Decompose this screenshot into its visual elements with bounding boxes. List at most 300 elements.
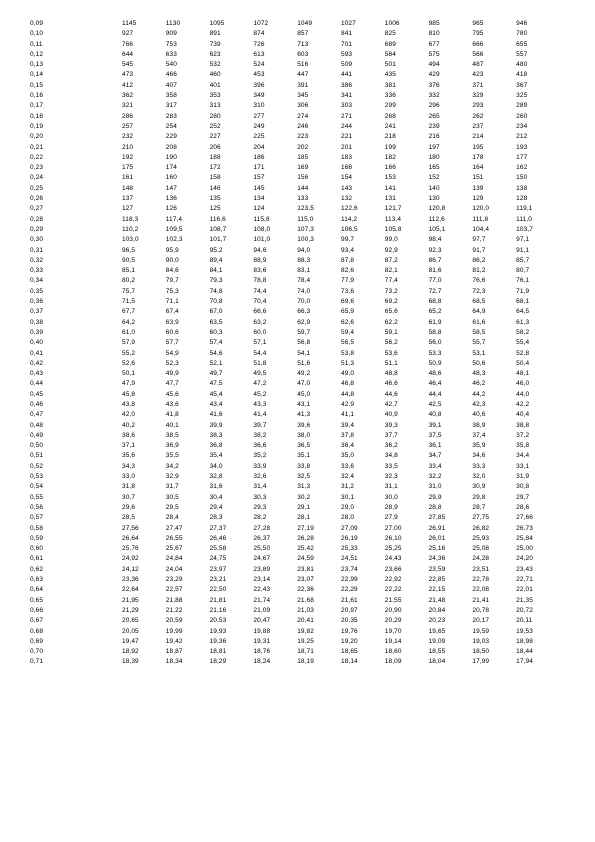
table-cell: 39,7 bbox=[253, 421, 267, 429]
table-cell: 41,6 bbox=[209, 411, 223, 419]
table-cell: 18,60 bbox=[384, 648, 402, 656]
table-cell: 29,7 bbox=[516, 493, 530, 501]
table-row bbox=[30, 544, 560, 554]
table-cell: 87,2 bbox=[384, 256, 398, 264]
table-cell: 112,6 bbox=[428, 215, 445, 223]
table-cell: 29,4 bbox=[209, 503, 223, 511]
table-cell: 20,97 bbox=[340, 606, 358, 614]
table-cell: 64,5 bbox=[516, 308, 530, 316]
table-cell: 68,8 bbox=[428, 298, 442, 306]
table-cell: 38,6 bbox=[122, 431, 136, 439]
table-cell: 23,89 bbox=[253, 565, 271, 573]
table-cell: 83,6 bbox=[253, 267, 267, 275]
table-cell: 18,14 bbox=[340, 658, 358, 666]
table-row bbox=[30, 390, 560, 400]
table-cell: 42,5 bbox=[428, 400, 442, 408]
table-cell: 148 bbox=[122, 184, 134, 192]
table-row bbox=[30, 91, 560, 101]
table-cell: 88,3 bbox=[297, 256, 311, 264]
table-cell: 37,1 bbox=[122, 442, 136, 450]
table-cell: 51,1 bbox=[384, 359, 398, 367]
table-row bbox=[30, 647, 560, 657]
table-cell: 58,5 bbox=[472, 328, 486, 336]
row-key-cell: 0,45 bbox=[30, 390, 44, 398]
table-cell: 753 bbox=[165, 40, 177, 48]
table-cell: 36,9 bbox=[165, 442, 179, 450]
table-cell: 386 bbox=[340, 81, 353, 89]
table-cell: 644 bbox=[122, 50, 134, 58]
table-cell: 54,6 bbox=[209, 349, 223, 357]
table-cell: 31,2 bbox=[340, 483, 355, 491]
table-row bbox=[30, 585, 560, 595]
table-cell: 34,0 bbox=[209, 462, 223, 470]
table-cell: 100,3 bbox=[297, 236, 314, 244]
table-cell: 55,7 bbox=[472, 339, 486, 347]
table-cell: 376 bbox=[428, 81, 440, 89]
table-row bbox=[30, 225, 560, 235]
table-cell: 487 bbox=[472, 61, 484, 69]
table-cell: 22,99 bbox=[340, 576, 358, 584]
table-cell: 30,0 bbox=[384, 493, 398, 501]
table-cell: 44,0 bbox=[516, 390, 530, 398]
table-cell: 20,23 bbox=[428, 617, 446, 625]
table-cell: 18,81 bbox=[209, 648, 227, 656]
table-cell: 262 bbox=[472, 112, 484, 120]
table-cell: 83,1 bbox=[297, 267, 311, 275]
table-cell: 88,9 bbox=[253, 256, 267, 264]
table-cell: 633 bbox=[165, 50, 177, 58]
table-cell: 22,08 bbox=[472, 586, 490, 594]
table-cell: 32,8 bbox=[209, 473, 223, 481]
table-cell: 29,0 bbox=[340, 503, 355, 511]
table-cell: 150 bbox=[516, 174, 528, 182]
table-cell: 104,4 bbox=[472, 225, 490, 233]
table-cell: 28,0 bbox=[340, 514, 355, 522]
table-cell: 53,6 bbox=[384, 349, 398, 357]
table-cell: 74,8 bbox=[209, 287, 223, 295]
row-key-cell: 0,15 bbox=[30, 81, 44, 89]
table-cell: 28,7 bbox=[472, 503, 486, 511]
table-cell: 38,9 bbox=[472, 421, 486, 429]
row-key-cell: 0,19 bbox=[30, 122, 44, 130]
table-cell: 165 bbox=[428, 164, 440, 172]
table-cell: 325 bbox=[516, 92, 528, 100]
table-cell: 97,1 bbox=[516, 236, 530, 244]
table-row bbox=[30, 163, 560, 173]
table-row bbox=[30, 29, 560, 39]
row-key-cell: 0,09 bbox=[30, 20, 44, 27]
table-cell: 73,6 bbox=[340, 287, 355, 295]
table-cell: 21,81 bbox=[209, 596, 227, 604]
table-cell: 146 bbox=[209, 184, 221, 192]
table-cell: 169 bbox=[297, 164, 309, 172]
table-cell: 172 bbox=[209, 164, 221, 172]
table-cell: 353 bbox=[209, 92, 221, 100]
table-cell: 76,1 bbox=[516, 277, 530, 285]
table-cell: 18,87 bbox=[165, 648, 183, 656]
table-cell: 21,74 bbox=[253, 596, 271, 604]
table-cell: 33,4 bbox=[428, 462, 442, 470]
table-cell: 29,5 bbox=[165, 503, 179, 511]
table-row bbox=[30, 410, 560, 420]
table-row bbox=[30, 143, 560, 153]
table-cell: 23,21 bbox=[209, 576, 227, 584]
table-cell: 17,99 bbox=[472, 658, 490, 666]
table-cell: 22,36 bbox=[297, 586, 314, 594]
table-cell: 50,6 bbox=[472, 359, 486, 367]
row-key-cell: 0,31 bbox=[30, 246, 44, 254]
table-row bbox=[30, 307, 560, 317]
table-cell: 40,1 bbox=[165, 421, 179, 429]
table-row bbox=[30, 173, 560, 183]
table-row bbox=[30, 349, 560, 359]
table-cell: 206 bbox=[209, 143, 221, 151]
table-cell: 429 bbox=[428, 71, 440, 79]
table-cell: 157 bbox=[253, 174, 265, 182]
table-cell: 19,31 bbox=[253, 637, 271, 645]
table-cell: 35,0 bbox=[340, 452, 355, 460]
table-cell: 114,2 bbox=[340, 215, 358, 223]
table-cell: 29,9 bbox=[428, 493, 442, 501]
table-cell: 545 bbox=[122, 61, 134, 69]
table-cell: 401 bbox=[209, 81, 221, 89]
table-cell: 24,43 bbox=[384, 555, 402, 563]
table-cell: 96,5 bbox=[122, 246, 136, 254]
table-cell: 22,15 bbox=[428, 586, 446, 594]
table-cell: 71,5 bbox=[122, 298, 136, 306]
table-cell: 42,2 bbox=[516, 400, 530, 408]
table-cell: 97,7 bbox=[472, 236, 486, 244]
row-key-cell: 0,42 bbox=[30, 359, 44, 367]
table-cell: 336 bbox=[384, 92, 396, 100]
table-cell: 40,9 bbox=[384, 411, 398, 419]
table-cell: 60,3 bbox=[209, 328, 223, 336]
table-cell: 127 bbox=[122, 205, 134, 213]
table-cell: 795 bbox=[472, 30, 484, 38]
table-cell: 29,3 bbox=[253, 503, 267, 511]
table-cell: 54,1 bbox=[297, 349, 311, 357]
table-cell: 26,01 bbox=[428, 534, 446, 542]
table-cell: 29,8 bbox=[472, 493, 486, 501]
table-cell: 143 bbox=[340, 184, 353, 192]
table-cell: 94,0 bbox=[297, 246, 311, 254]
table-cell: 103,7 bbox=[516, 225, 533, 233]
table-cell: 30,2 bbox=[297, 493, 311, 501]
table-cell: 151 bbox=[472, 174, 484, 182]
table-cell: 34,6 bbox=[472, 452, 486, 460]
table-cell: 192 bbox=[122, 153, 134, 161]
table-cell: 28,1 bbox=[297, 514, 311, 522]
table-cell: 31,4 bbox=[253, 483, 267, 491]
table-cell: 190 bbox=[165, 153, 177, 161]
table-cell: 237 bbox=[472, 122, 484, 130]
table-row bbox=[30, 359, 560, 369]
table-cell: 124 bbox=[253, 205, 265, 213]
table-cell: 946 bbox=[516, 20, 528, 27]
table-cell: 27,28 bbox=[253, 524, 271, 532]
table-cell: 524 bbox=[253, 61, 265, 69]
table-cell: 33,9 bbox=[253, 462, 267, 470]
row-key-cell: 0,59 bbox=[30, 534, 44, 542]
table-cell: 841 bbox=[340, 30, 353, 38]
table-cell: 726 bbox=[253, 40, 265, 48]
table-cell: 23,14 bbox=[253, 576, 271, 584]
table-cell: 31,8 bbox=[122, 483, 136, 491]
table-cell: 31,7 bbox=[165, 483, 179, 491]
table-cell: 57,9 bbox=[122, 339, 136, 347]
table-cell: 313 bbox=[209, 102, 221, 110]
row-key-cell: 0,16 bbox=[30, 92, 44, 100]
table-cell: 32,6 bbox=[253, 473, 267, 481]
table-row bbox=[30, 112, 560, 122]
table-cell: 1145 bbox=[122, 20, 137, 27]
table-cell: 72,3 bbox=[472, 287, 486, 295]
table-cell: 26,73 bbox=[516, 524, 533, 532]
table-row bbox=[30, 400, 560, 410]
table-cell: 441 bbox=[340, 71, 353, 79]
table-cell: 208 bbox=[165, 143, 177, 151]
table-cell: 48,1 bbox=[516, 370, 530, 378]
table-row bbox=[30, 472, 560, 482]
table-cell: 20,05 bbox=[122, 627, 139, 635]
table-cell: 277 bbox=[253, 112, 265, 120]
table-cell: 67,0 bbox=[209, 308, 223, 316]
table-cell: 49,2 bbox=[297, 370, 311, 378]
table-cell: 1027 bbox=[340, 20, 356, 27]
row-key-cell: 0,27 bbox=[30, 205, 44, 213]
table-cell: 381 bbox=[384, 81, 396, 89]
table-cell: 37,5 bbox=[428, 431, 442, 439]
table-cell: 689 bbox=[384, 40, 396, 48]
table-cell: 77,4 bbox=[384, 277, 398, 285]
table-cell: 396 bbox=[253, 81, 265, 89]
table-cell: 71,1 bbox=[165, 298, 179, 306]
table-cell: 271 bbox=[340, 112, 353, 120]
table-cell: 18,19 bbox=[297, 658, 314, 666]
table-cell: 154 bbox=[340, 174, 353, 182]
table-cell: 227 bbox=[209, 133, 221, 141]
table-cell: 613 bbox=[253, 50, 265, 58]
table-cell: 33,8 bbox=[297, 462, 311, 470]
table-cell: 30,4 bbox=[209, 493, 223, 501]
table-cell: 129 bbox=[472, 195, 484, 203]
table-cell: 171 bbox=[253, 164, 265, 172]
table-cell: 19,14 bbox=[384, 637, 402, 645]
table-cell: 29,6 bbox=[122, 503, 136, 511]
table-cell: 557 bbox=[516, 50, 528, 58]
table-row bbox=[30, 596, 560, 606]
table-cell: 21,95 bbox=[122, 596, 139, 604]
table-cell: 52,1 bbox=[209, 359, 223, 367]
table-cell: 516 bbox=[297, 61, 309, 69]
table-cell: 105,8 bbox=[384, 225, 402, 233]
table-cell: 56,0 bbox=[428, 339, 442, 347]
table-row bbox=[30, 101, 560, 111]
table-cell: 19,88 bbox=[253, 627, 271, 635]
table-cell: 160 bbox=[165, 174, 177, 182]
table-cell: 27,56 bbox=[122, 524, 139, 532]
row-key-cell: 0,69 bbox=[30, 637, 44, 645]
table-cell: 76,6 bbox=[472, 277, 486, 285]
table-cell: 82,1 bbox=[384, 267, 398, 275]
table-cell: 509 bbox=[340, 61, 353, 69]
table-cell: 299 bbox=[384, 102, 396, 110]
table-cell: 19,70 bbox=[384, 627, 402, 635]
table-cell: 53,1 bbox=[472, 349, 486, 357]
table-cell: 119,1 bbox=[516, 205, 533, 213]
table-cell: 27,37 bbox=[209, 524, 227, 532]
table-cell: 152 bbox=[428, 174, 440, 182]
table-cell: 268 bbox=[384, 112, 396, 120]
table-cell: 72,7 bbox=[428, 287, 442, 295]
row-key-cell: 0,63 bbox=[30, 576, 44, 584]
table-cell: 185 bbox=[297, 153, 309, 161]
table-cell: 24,51 bbox=[340, 555, 358, 563]
table-cell: 153 bbox=[384, 174, 396, 182]
row-key-cell: 0,29 bbox=[30, 225, 44, 233]
table-cell: 244 bbox=[340, 122, 353, 130]
table-row bbox=[30, 70, 560, 80]
table-cell: 19,03 bbox=[472, 637, 490, 645]
table-cell: 28,6 bbox=[516, 503, 530, 511]
table-cell: 666 bbox=[472, 40, 484, 48]
table-cell: 19,76 bbox=[340, 627, 358, 635]
table-cell: 254 bbox=[165, 122, 177, 130]
table-cell: 101,0 bbox=[253, 236, 271, 244]
table-cell: 32,5 bbox=[297, 473, 311, 481]
table-cell: 130 bbox=[428, 195, 440, 203]
table-cell: 24,28 bbox=[472, 555, 490, 563]
table-cell: 260 bbox=[516, 112, 528, 120]
table-cell: 42,9 bbox=[340, 400, 355, 408]
table-cell: 418 bbox=[516, 71, 528, 79]
table-cell: 39,1 bbox=[428, 421, 442, 429]
table-cell: 158 bbox=[209, 174, 221, 182]
table-row bbox=[30, 379, 560, 389]
table-cell: 20,35 bbox=[340, 617, 358, 625]
table-cell: 874 bbox=[253, 30, 265, 38]
table-cell: 33,6 bbox=[340, 462, 355, 470]
table-cell: 120,0 bbox=[472, 205, 490, 213]
table-cell: 137 bbox=[122, 195, 134, 203]
table-cell: 113,4 bbox=[384, 215, 402, 223]
table-cell: 34,4 bbox=[516, 452, 530, 460]
table-cell: 367 bbox=[516, 81, 528, 89]
table-cell: 19,59 bbox=[472, 627, 490, 635]
table-cell: 28,9 bbox=[384, 503, 398, 511]
table-cell: 24,59 bbox=[297, 555, 314, 563]
table-cell: 63,2 bbox=[253, 318, 267, 326]
row-key-cell: 0,65 bbox=[30, 596, 44, 604]
table-row bbox=[30, 194, 560, 204]
table-row bbox=[30, 338, 560, 348]
table-cell: 23,74 bbox=[340, 565, 358, 573]
table-cell: 293 bbox=[472, 102, 484, 110]
table-cell: 501 bbox=[384, 61, 396, 69]
table-cell: 241 bbox=[384, 122, 396, 130]
table-cell: 50,9 bbox=[428, 359, 442, 367]
row-key-cell: 0,61 bbox=[30, 555, 44, 563]
row-key-cell: 0,53 bbox=[30, 473, 44, 481]
table-cell: 232 bbox=[122, 133, 134, 141]
table-cell: 18,24 bbox=[253, 658, 271, 666]
row-key-cell: 0,23 bbox=[30, 164, 44, 172]
table-cell: 40,6 bbox=[472, 411, 486, 419]
row-key-cell: 0,36 bbox=[30, 298, 44, 306]
table-cell: 25,58 bbox=[209, 545, 227, 553]
row-key-cell: 0,50 bbox=[30, 442, 44, 450]
table-cell: 201 bbox=[340, 143, 353, 151]
table-cell: 53,8 bbox=[340, 349, 355, 357]
table-cell: 57,4 bbox=[209, 339, 223, 347]
table-cell: 39,3 bbox=[384, 421, 398, 429]
table-cell: 20,11 bbox=[516, 617, 533, 625]
table-row bbox=[30, 513, 560, 523]
table-cell: 62,9 bbox=[297, 318, 311, 326]
table-cell: 24,75 bbox=[209, 555, 227, 563]
table-row bbox=[30, 50, 560, 60]
table-row bbox=[30, 431, 560, 441]
table-row bbox=[30, 276, 560, 286]
table-cell: 23,29 bbox=[165, 576, 183, 584]
table-cell: 44,8 bbox=[340, 390, 355, 398]
table-cell: 857 bbox=[297, 30, 309, 38]
table-row bbox=[30, 627, 560, 637]
table-cell: 61,0 bbox=[122, 328, 136, 336]
table-cell: 115,0 bbox=[297, 215, 314, 223]
table-cell: 26,46 bbox=[209, 534, 227, 542]
table-cell: 42,0 bbox=[122, 411, 136, 419]
table-cell: 1049 bbox=[297, 20, 313, 27]
table-cell: 45,8 bbox=[122, 390, 136, 398]
table-cell: 116,6 bbox=[209, 215, 226, 223]
table-row bbox=[30, 19, 560, 29]
row-key-cell: 0,30 bbox=[30, 236, 44, 244]
table-cell: 108,0 bbox=[253, 225, 271, 233]
table-cell: 132 bbox=[340, 195, 353, 203]
table-cell: 35,8 bbox=[516, 442, 530, 450]
table-cell: 329 bbox=[472, 92, 484, 100]
table-cell: 115,8 bbox=[253, 215, 270, 223]
table-cell: 84,6 bbox=[165, 267, 179, 275]
table-cell: 32,4 bbox=[340, 473, 355, 481]
table-cell: 603 bbox=[297, 50, 309, 58]
table-cell: 35,1 bbox=[297, 452, 311, 460]
table-cell: 39,6 bbox=[297, 421, 311, 429]
table-cell: 51,8 bbox=[253, 359, 267, 367]
table-cell: 473 bbox=[122, 71, 134, 79]
table-cell: 289 bbox=[516, 102, 528, 110]
row-key-cell: 0,52 bbox=[30, 462, 44, 470]
table-cell: 23,81 bbox=[297, 565, 314, 573]
table-cell: 33,5 bbox=[384, 462, 398, 470]
table-cell: 202 bbox=[297, 143, 309, 151]
table-cell: 26,64 bbox=[122, 534, 139, 542]
table-cell: 51,3 bbox=[340, 359, 355, 367]
table-cell: 66,6 bbox=[253, 308, 267, 316]
table-cell: 24,12 bbox=[122, 565, 139, 573]
table-cell: 41,4 bbox=[253, 411, 267, 419]
table-cell: 38,5 bbox=[165, 431, 179, 439]
table-cell: 34,3 bbox=[122, 462, 136, 470]
table-row bbox=[30, 657, 560, 667]
table-cell: 135 bbox=[209, 195, 221, 203]
table-cell: 18,71 bbox=[297, 648, 314, 656]
table-cell: 101,7 bbox=[209, 236, 227, 244]
table-cell: 37,4 bbox=[472, 431, 486, 439]
table-cell: 24,84 bbox=[165, 555, 183, 563]
row-key-cell: 0,13 bbox=[30, 61, 44, 69]
